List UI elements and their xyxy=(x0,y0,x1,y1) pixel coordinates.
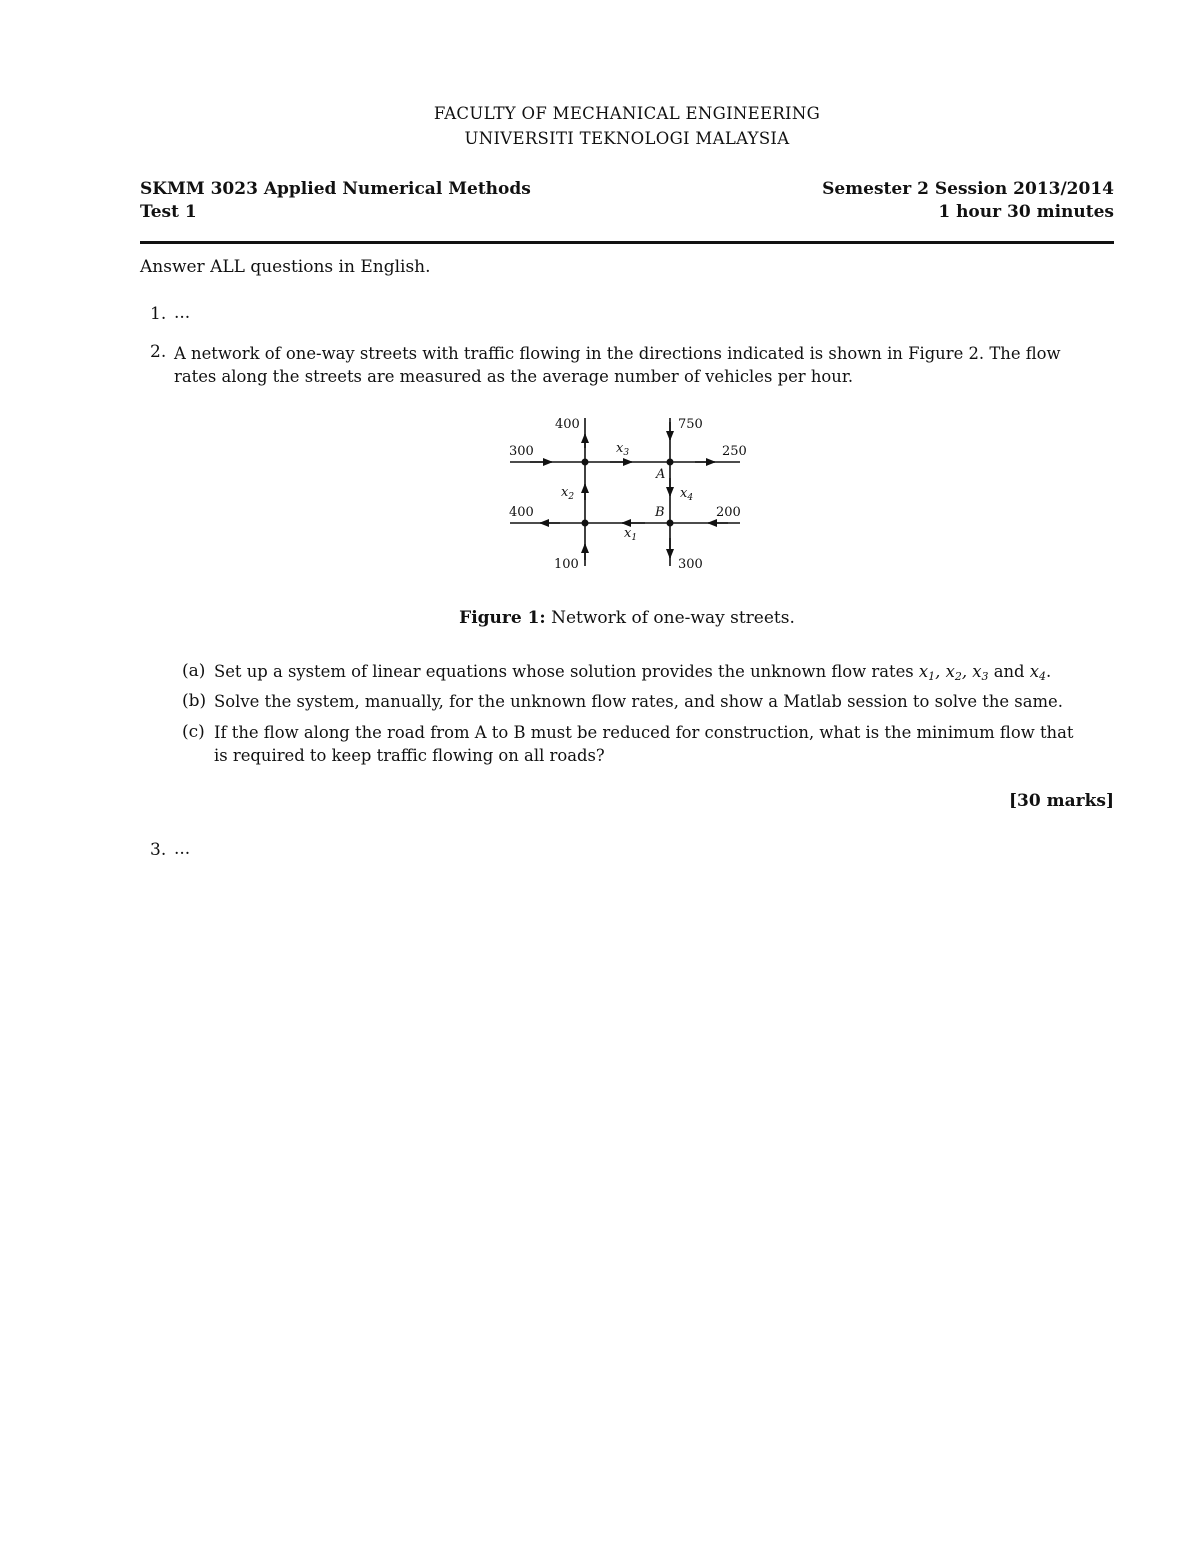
duration-info: 1 hour 30 minutes xyxy=(938,202,1114,222)
figure-caption xyxy=(0,607,1200,630)
question-2-number: 2. xyxy=(150,342,167,362)
node-bottom-left xyxy=(582,520,589,527)
label-200: 200 xyxy=(716,505,741,520)
figure-caption-text: Network of one-way streets. xyxy=(551,608,795,628)
question-3-text: ... xyxy=(174,839,191,859)
part-b-text: Solve the system, manually, for the unknown flow rates, and show a Matlab session to solve the same. xyxy=(214,692,1063,711)
label-300-left: 300 xyxy=(509,444,534,459)
label-400-top: 400 xyxy=(555,417,580,432)
marks: [30 marks] xyxy=(1009,791,1114,811)
label-400-left: 400 xyxy=(509,505,534,520)
label-x1: $x_1$ xyxy=(624,526,638,543)
faculty-title: FACULTY OF MECHANICAL ENGINEERING xyxy=(433,104,821,123)
part-a-variables: $x_1$, $x_2$, $x_3$ xyxy=(918,662,989,683)
label-node-a: A xyxy=(656,467,666,482)
part-b-label: (b) xyxy=(182,691,207,711)
node-a xyxy=(667,459,674,466)
part-a-text: Set up a system of linear equations whose solution provides the unknown flow rates $x_1$, $x_2$, $x_3$ and $x_4$. xyxy=(214,662,1052,683)
label-250: 250 xyxy=(722,444,747,459)
label-x3: $x_3$ xyxy=(616,441,630,458)
part-c-label: (c) xyxy=(182,722,205,742)
university-title: UNIVERSITI TEKNOLOGI MALAYSIA xyxy=(464,129,790,148)
instructions: Answer ALL questions in English. xyxy=(140,257,431,277)
node-b xyxy=(667,520,674,527)
part-a-body: Set up a system of linear equations whose solution provides the unknown flow rates xyxy=(214,662,914,681)
node-top-left xyxy=(582,459,589,466)
label-x4: $x_4$ xyxy=(680,486,694,503)
question-2-line-2: rates along the streets are measured as the average number of vehicles per hour. xyxy=(174,367,854,386)
part-c-line-2: is required to keep traffic flowing on all roads? xyxy=(214,746,605,765)
course-title: SKMM 3023 Applied Numerical Methods xyxy=(140,179,531,199)
header-divider xyxy=(140,241,1114,244)
label-node-b: B xyxy=(655,505,665,520)
part-c-line-1: If the flow along the road from A to B must be reduced for construction, what is the minimum flow that xyxy=(214,723,1074,742)
question-3-number: 3. xyxy=(150,840,167,860)
part-a-label: (a) xyxy=(182,661,206,681)
question-2-line-1: A network of one-way streets with traffic flowing in the directions indicated is shown in Figure 2. The flow xyxy=(174,344,1061,363)
semester-info: Semester 2 Session 2013/2014 xyxy=(822,179,1114,199)
label-100: 100 xyxy=(554,557,579,572)
street-network-figure xyxy=(500,408,760,578)
label-300-bottom: 300 xyxy=(678,557,703,572)
question-1-number: 1. xyxy=(150,304,167,324)
figure-caption-label: Figure 1: xyxy=(459,608,546,628)
question-1-text: ... xyxy=(174,303,191,323)
label-750: 750 xyxy=(678,417,703,432)
test-title: Test 1 xyxy=(140,202,197,222)
part-a-variable-x4: $x_4$ xyxy=(1029,662,1046,683)
label-x2: $x_2$ xyxy=(561,485,575,502)
